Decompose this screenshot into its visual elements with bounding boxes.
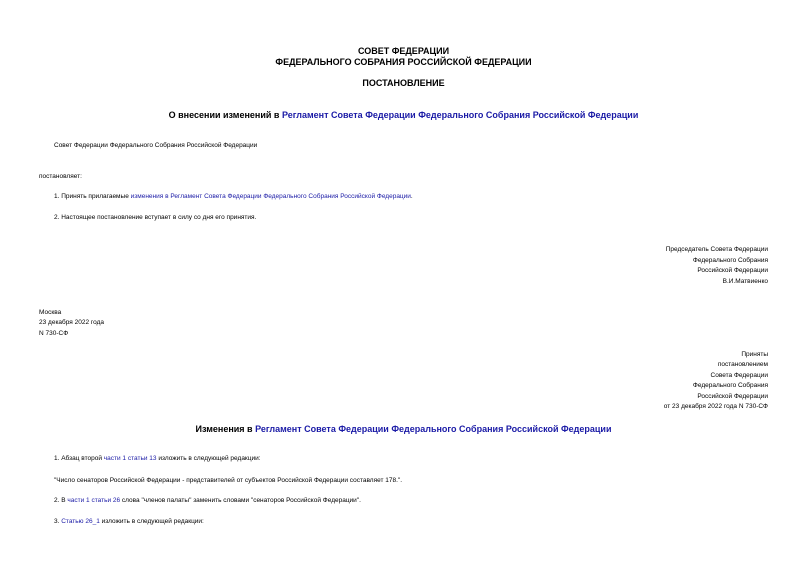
adopted-line4: Федерального Собрания <box>692 382 768 389</box>
signature-line3: Российской Федерации <box>697 267 768 274</box>
change-3-suffix: изложить в следующей редакции: <box>99 518 204 525</box>
item-1-suffix: . <box>410 193 413 200</box>
adopted-line5: Российской Федерации <box>697 393 768 400</box>
title-prefix: О внесении изменений в <box>168 110 282 120</box>
document-number: N 730-СФ <box>39 330 69 337</box>
date: 23 декабря 2022 года <box>39 319 105 326</box>
document-type: ПОСТАНОВЛЕНИЕ <box>362 78 445 88</box>
signature-line2: Федерального Собрания <box>692 257 768 264</box>
item-1 <box>54 192 413 202</box>
resolves-text: постановляет: <box>39 173 82 180</box>
change-1 <box>54 454 261 464</box>
change-1-suffix: изложить в следующей редакции: <box>156 455 261 462</box>
changes-title-regulation-link[interactable]: Регламент Совета Федерации Федерального Собрания Российской Федерации <box>255 424 612 434</box>
changes-title <box>0 424 807 435</box>
change-1-quote: "Число сенаторов Российской Федерации - представителей от субъектов Российской Федерации составляет 178.". <box>54 477 403 484</box>
adopted-line6: от 23 декабря 2022 года N 730-СФ <box>663 403 768 410</box>
item-1-prefix: 1. Принять прилагаемые <box>54 193 131 200</box>
change-3 <box>54 517 204 527</box>
changes-title-prefix: Изменения в <box>195 424 256 434</box>
change-2-suffix: слова "членов палаты" заменить словами "сенаторов Российской Федерации". <box>120 497 361 504</box>
signature-name: В.И.Матвиенко <box>722 278 768 285</box>
change-2 <box>54 496 361 506</box>
org-name-line2: ФЕДЕРАЛЬНОГО СОБРАНИЯ РОССИЙСКОЙ ФЕДЕРАЦИИ <box>275 57 532 67</box>
city: Москва <box>39 309 62 316</box>
intro-text: Совет Федерации Федерального Собрания Российской Федерации <box>54 142 258 149</box>
adopted-line2: постановлением <box>717 361 768 368</box>
change-3-prefix: 3. <box>54 518 62 525</box>
signature-line1: Председатель Совета Федерации <box>665 246 768 253</box>
item-1-changes-link[interactable]: изменения в Регламент Совета Федерации Федерального Собрания Российской Федерации <box>130 193 411 200</box>
change-1-link[interactable]: части 1 статьи 13 <box>103 455 157 462</box>
change-2-link[interactable]: части 1 статьи 26 <box>67 497 121 504</box>
document-title <box>0 110 807 121</box>
org-name-line1: СОВЕТ ФЕДЕРАЦИИ <box>357 46 450 56</box>
change-1-prefix: 1. Абзац второй <box>54 455 104 462</box>
adopted-line1: Приняты <box>741 351 768 358</box>
change-3-link[interactable]: Статью 26_1 <box>61 518 100 525</box>
item-2: 2. Настоящее постановление вступает в силу со дня его принятия. <box>54 214 257 221</box>
adopted-line3: Совета Федерации <box>710 372 768 379</box>
change-2-prefix: 2. В <box>54 497 68 504</box>
title-regulation-link[interactable]: Регламент Совета Федерации Федерального Собрания Российской Федерации <box>281 110 639 120</box>
